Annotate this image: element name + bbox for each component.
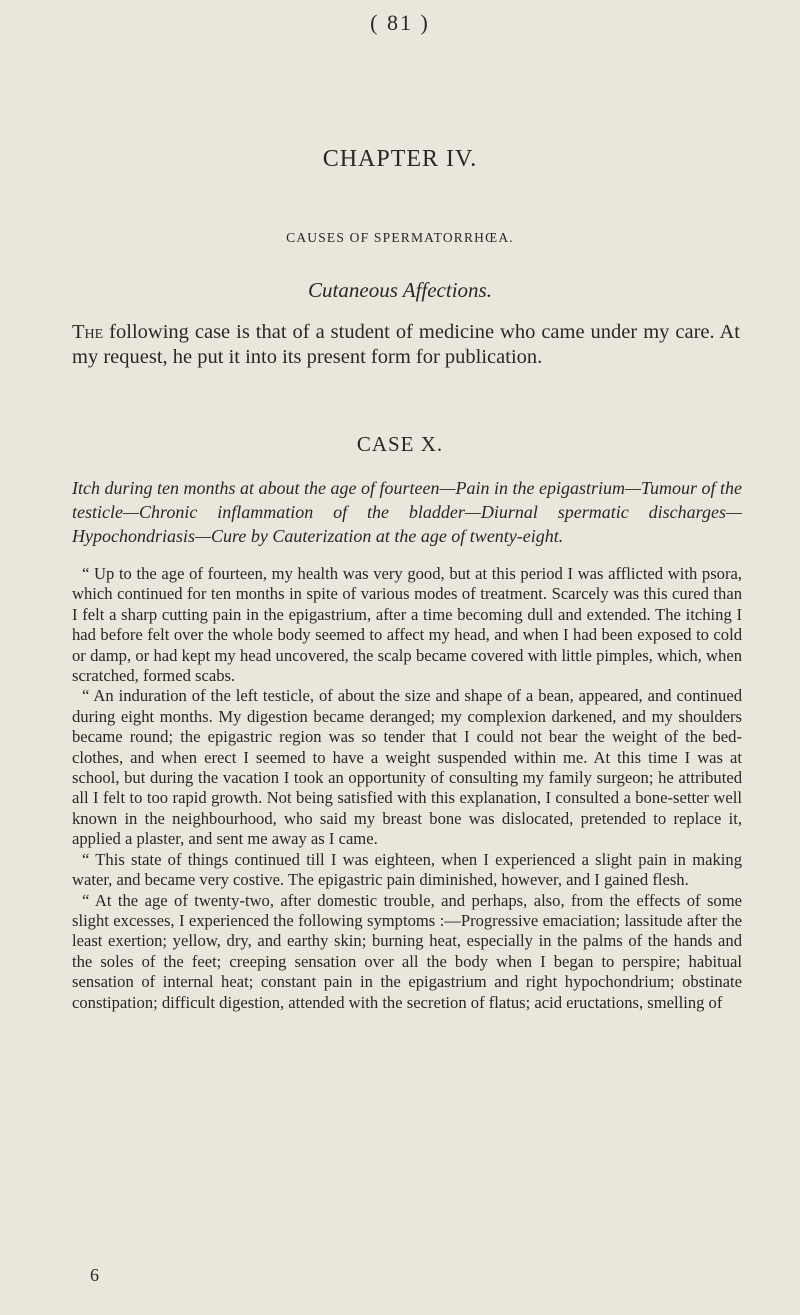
narrative-paragraph: “ At the age of twenty-two, after domestic trouble, and perhaps, also, from the effects of some slight excesses, I experienced the following symptoms :—Progressive emaciation; lassitude after the least exertion; yellow, dry, and earthy skin; burning heat, especially in the palms of the hands and the soles of the feet; creeping sensation over all the body when I began to perspire; habitual sensation of internal heat; constant pain in the epigastrium and right hypochondrium; obstinate constipation; difficult digestion, attended with the secretion of flatus; acid eructations, smelling of [72,890,742,1012]
intro-text: following case is that of a student of medicine who came under my care. At my request, he put it into its present form for publication. [72,321,740,368]
signature-mark: 6 [90,1265,99,1285]
narrative-paragraph: “ Up to the age of fourteen, my health was very good, but at this period I was afflicted with psora, which continued for ten months in spite of various modes of treatment. Scarcely was this cured than I felt a sharp cutting pain in the epigastrium, after a time becoming dull and extended. The itching I had before felt over the whole body seemed to affect my head, and when I had been exposed to cold or damp, or had kept my head uncovered, the scalp became covered with little pimples, which, when scratched, formed scabs. [72,564,742,686]
narrative-paragraph: “ An induration of the left testicle, of about the size and shape of a bean, appeared, and continued during eight months. My digestion became deranged; my complexion darkened, and my shoulders became round; the epigastric region was so tender that I could not bear the weight of the bed-clothes, and when erect I seemed to have a weight suspended within me. At this time I was at school, but during the vacation I took an opportunity of consulting my family surgeon; he attributed all I felt to too rapid growth. Not being satisfied with this explanation, I consulted a bone-setter well known in the neighbourhood, who said my breast bone was dislocated, pretended to replace it, applied a plaster, and sent me away as I came. [72,686,742,849]
page-number: ( 81 ) [370,10,430,35]
intro-lead-word: The [72,321,104,343]
case-summary: Itch during ten months at about the age of fourteen—Pain in the epigastrium—Tumour of the testicle—Chronic inflammation of the bladder—Diurnal spermatic discharges—Hypochondriasis—Cure by Cauterization at the age of twenty-eight. [72,478,742,546]
intro-paragraph [72,320,740,370]
narrative-paragraph: “ This state of things continued till I was eighteen, when I experienced a slight pain in making water, and became very costive. The epigastric pain diminished, however, and I gained flesh. [72,849,742,890]
case-heading: CASE X. [356,432,444,456]
section-heading: Cutaneous Affections. [308,278,492,302]
case-narrative [72,564,742,1013]
chapter-heading: CHAPTER IV. [322,146,478,172]
causes-heading: CAUSES OF SPERMATORRHŒA. [286,230,514,245]
